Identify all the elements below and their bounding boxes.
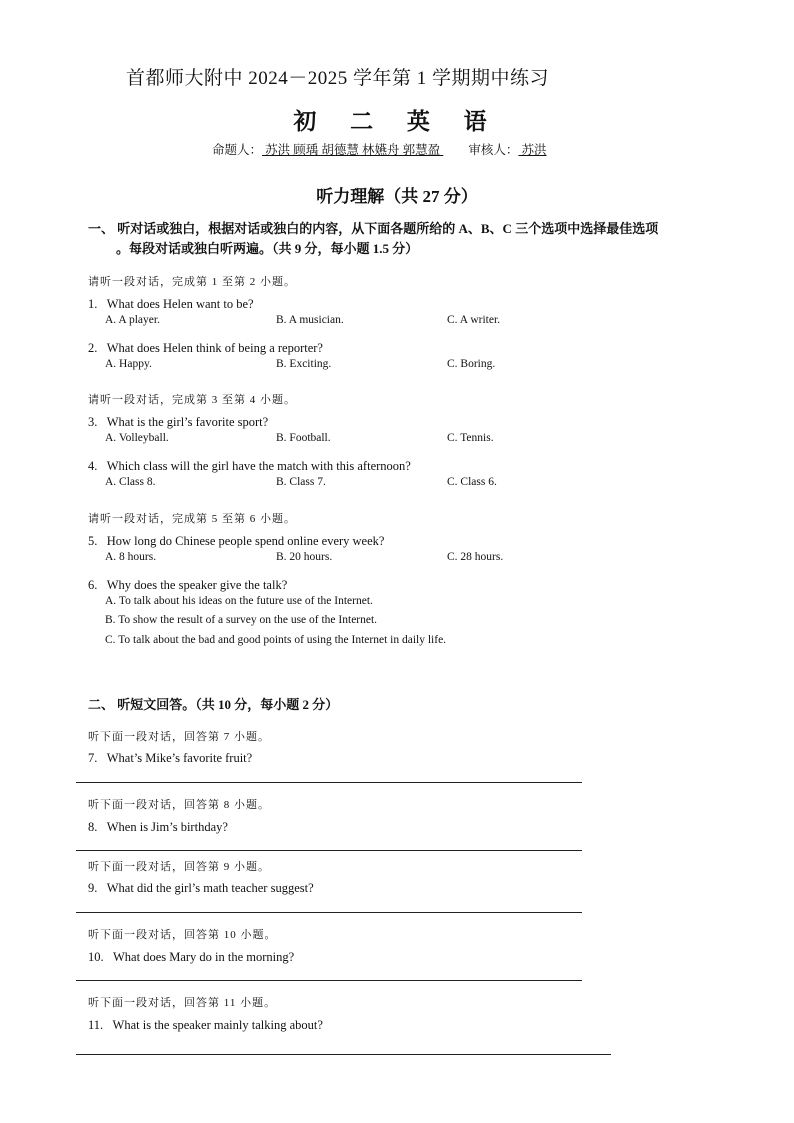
part1-heading-line1: 一、 听对话或独白，根据对话或独白的内容，从下面各题所给的 A、B、C 三个选项中选择最佳选项 (88, 221, 659, 236)
question-number: 11. (88, 1018, 104, 1032)
question-3 (88, 415, 268, 430)
question-number: 9. (88, 881, 98, 895)
school-title: 首都师大附中 2024－2025 学年第 1 学期期中练习 (126, 68, 550, 89)
answer-line-8 (76, 850, 582, 851)
question-10 (88, 950, 294, 965)
question-text: Why does the speaker give the talk? (106, 578, 288, 592)
q4-option-b: B. Class 7. (276, 476, 326, 488)
q6-option-a: A. To talk about his ideas on the future use of the Internet. (105, 595, 373, 607)
question-5 (88, 534, 384, 549)
q1-option-c: C. A writer. (447, 314, 501, 326)
question-number: 2. (88, 341, 98, 355)
question-8 (88, 820, 228, 835)
answer-line-7 (76, 782, 582, 783)
question-text: What does Helen think of being a reporter? (106, 341, 323, 355)
question-4 (88, 459, 411, 474)
question-text: What does Helen want to be? (106, 297, 254, 311)
question-1 (88, 297, 254, 312)
answer-line-10 (76, 980, 582, 981)
reviewer-label: 审核人： (468, 143, 519, 157)
instruction-q7: 听下面一段对话，回答第 7 小题。 (88, 731, 270, 743)
reviewer-name: 苏洪 (518, 143, 547, 157)
q1-option-a: A. A player. (105, 314, 160, 326)
question-text: How long do Chinese people spend online every week? (106, 534, 385, 548)
authors-line (212, 140, 547, 158)
instruction-q3-4: 请听一段对话，完成第 3 至第 4 小题。 (88, 394, 296, 406)
instruction-q8: 听下面一段对话，回答第 8 小题。 (88, 799, 270, 811)
question-number: 1. (88, 297, 98, 311)
answer-line-11 (76, 1054, 611, 1055)
setters-label: 命题人： (212, 143, 263, 157)
subject-title: 初 二 英 语 (293, 109, 501, 134)
question-number: 3. (88, 415, 98, 429)
q5-option-c: C. 28 hours. (447, 551, 504, 563)
question-text: When is Jim’s birthday? (106, 820, 228, 834)
q5-option-a: A. 8 hours. (105, 551, 157, 563)
q2-option-a: A. Happy. (105, 358, 152, 370)
question-number: 8. (88, 820, 98, 834)
q2-option-c: C. Boring. (447, 358, 496, 370)
q3-option-a: A. Volleyball. (105, 432, 169, 444)
instruction-q1-2: 请听一段对话，完成第 1 至第 2 小题。 (88, 276, 296, 288)
instruction-q5-6: 请听一段对话，完成第 5 至第 6 小题。 (88, 513, 296, 525)
question-2 (88, 341, 323, 356)
q4-option-a: A. Class 8. (105, 476, 156, 488)
question-11 (88, 1018, 323, 1033)
question-text: What did the girl’s math teacher suggest? (106, 881, 314, 895)
question-number: 10. (88, 950, 104, 964)
q5-option-b: B. 20 hours. (276, 551, 333, 563)
question-text: What’s Mike’s favorite fruit? (106, 751, 253, 765)
part2-heading: 二、 听短文回答。（共 10 分，每小题 2 分） (88, 697, 339, 712)
question-number: 6. (88, 578, 98, 592)
question-9 (88, 881, 314, 896)
question-text: What does Mary do in the morning? (113, 950, 295, 964)
q6-option-b: B. To show the result of a survey on the use of the Internet. (105, 614, 378, 626)
q6-option-c: C. To talk about the bad and good points of using the Internet in daily life. (105, 634, 447, 646)
question-text: What is the girl’s favorite sport? (106, 415, 269, 429)
part1-heading-line2: 。每段对话或独白听两遍。（共 9 分，每小题 1.5 分） (116, 241, 419, 256)
q1-option-b: B. A musician. (276, 314, 344, 326)
answer-line-9 (76, 912, 582, 913)
question-6 (88, 578, 287, 593)
question-number: 7. (88, 751, 98, 765)
question-number: 5. (88, 534, 98, 548)
question-7 (88, 751, 252, 766)
q4-option-c: C. Class 6. (447, 476, 497, 488)
q2-option-b: B. Exciting. (276, 358, 332, 370)
instruction-q10: 听下面一段对话，回答第 10 小题。 (88, 929, 277, 941)
question-text: Which class will the girl have the match with this afternoon? (106, 459, 411, 473)
q3-option-b: B. Football. (276, 432, 331, 444)
setters-names: 苏洪 顾瑀 胡德慧 林嬿舟 郭慧盈 (262, 143, 444, 157)
section-title: 听力理解（共 27 分） (316, 187, 478, 206)
question-text: What is the speaker mainly talking about? (112, 1018, 323, 1032)
instruction-q11: 听下面一段对话，回答第 11 小题。 (88, 997, 277, 1009)
question-number: 4. (88, 459, 98, 473)
instruction-q9: 听下面一段对话，回答第 9 小题。 (88, 861, 270, 873)
q3-option-c: C. Tennis. (447, 432, 494, 444)
